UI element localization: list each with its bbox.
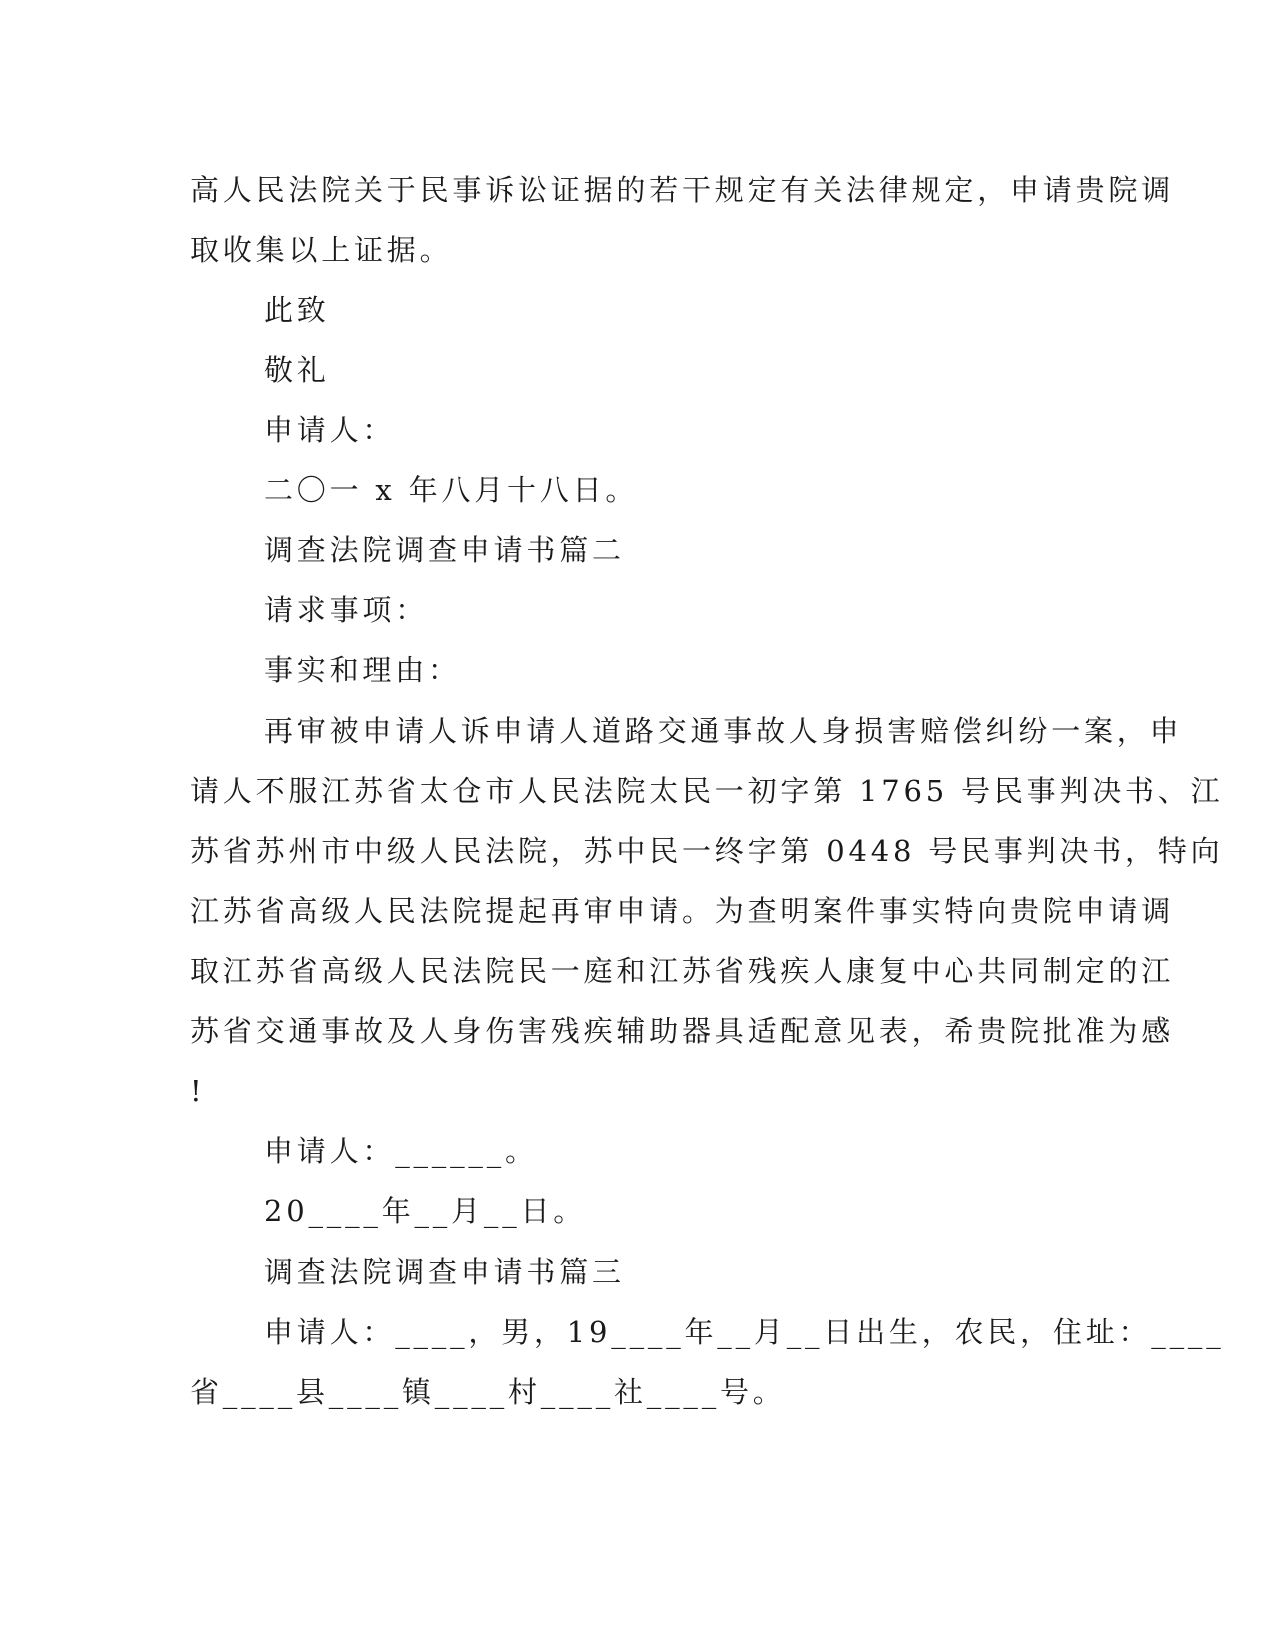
date-line: 二〇一 x 年八月十八日。 <box>264 473 639 507</box>
text-line: ! <box>190 1074 206 1108</box>
applicant-info-line: 申请人：____，男，19____年__月__日出生，农民，住址：____ <box>264 1315 1225 1349</box>
text-line: 苏省苏州市中级人民法院，苏中民一终字第 0448 号民事判决书，特向 <box>190 834 1224 868</box>
applicant-line: 申请人： <box>264 413 396 447</box>
field-label: 事实和理由： <box>264 653 461 687</box>
text-line: 高人民法院关于民事诉讼证据的若干规定有关法律规定，申请贵院调 <box>190 173 1175 207</box>
text-line: 取收集以上证据。 <box>190 233 453 267</box>
text-line: 江苏省高级人民法院提起再审申请。为查明案件事实特向贵院申请调 <box>190 894 1175 928</box>
field-label: 请求事项： <box>264 593 429 627</box>
address-line: 省____县____镇____村____社____号。 <box>190 1375 786 1409</box>
section-heading: 调查法院调查申请书篇二 <box>264 533 625 567</box>
section-heading: 调查法院调查申请书篇三 <box>264 1255 625 1289</box>
salutation-line: 敬礼 <box>264 353 330 387</box>
text-line: 请人不服江苏省太仓市人民法院太民一初字第 1765 号民事判决书、江 <box>190 774 1224 808</box>
date-line: 20____年__月__日。 <box>264 1194 587 1228</box>
salutation-line: 此致 <box>264 293 330 327</box>
text-line: 苏省交通事故及人身伤害残疾辅助器具适配意见表，希贵院批准为感 <box>190 1014 1175 1048</box>
text-line: 取江苏省高级人民法院民一庭和江苏省残疾人康复中心共同制定的江 <box>190 954 1175 988</box>
text-line: 再审被申请人诉申请人道路交通事故人身损害赔偿纠纷一案，申 <box>264 714 1183 748</box>
applicant-line: 申请人：______。 <box>264 1134 538 1168</box>
